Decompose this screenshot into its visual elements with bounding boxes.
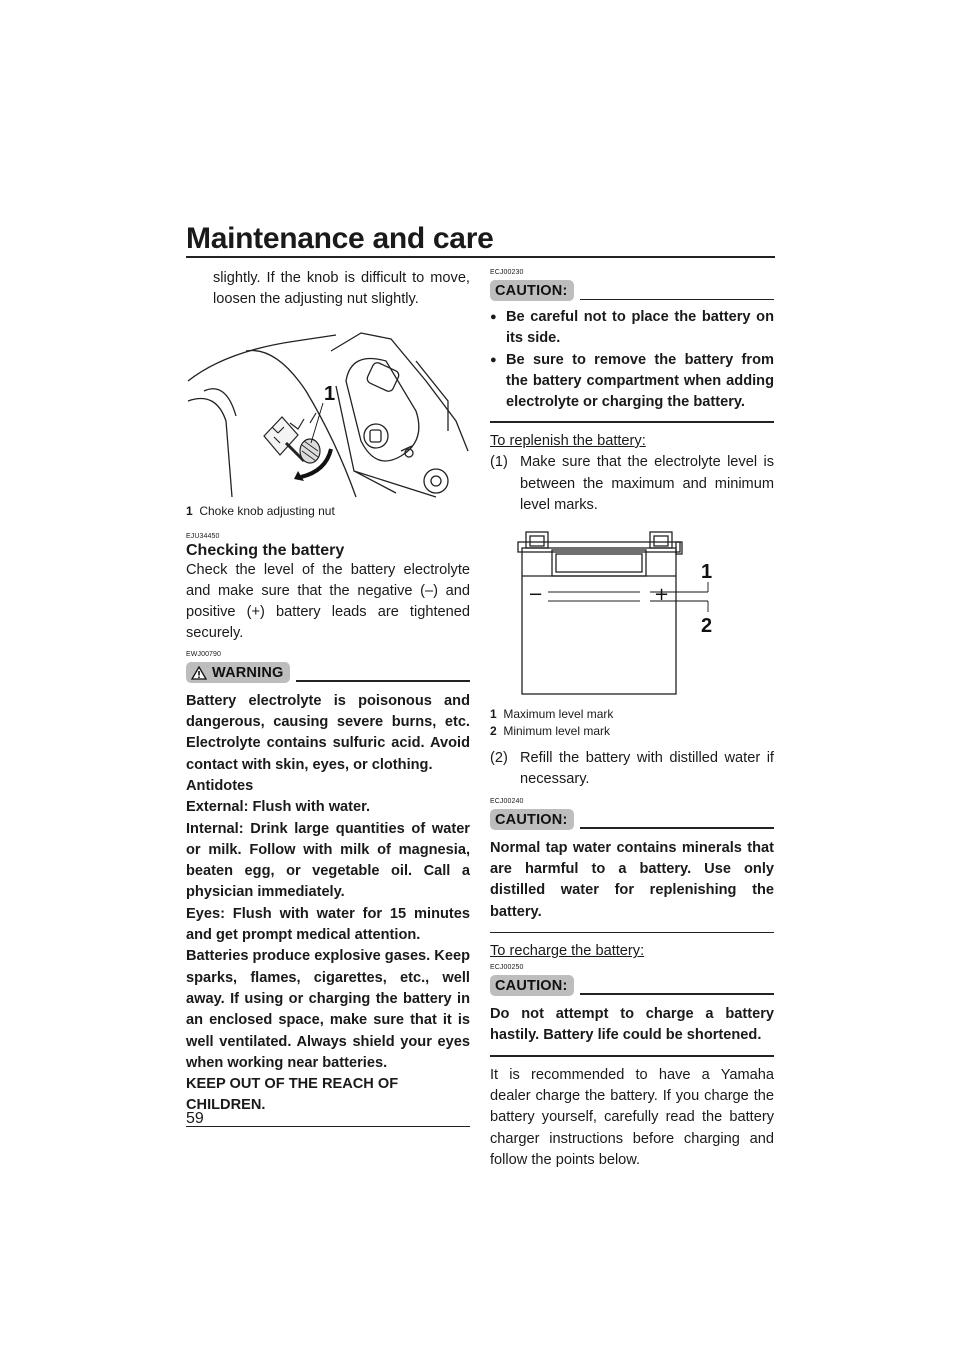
caution3-text: Do not attempt to charge a battery hastily. Battery life could be shortened. bbox=[490, 1005, 774, 1044]
figure1-caption-text: Choke knob adjusting nut bbox=[199, 503, 335, 518]
caution3-header bbox=[490, 975, 774, 996]
figure2-caption-1-text: Maximum level mark bbox=[503, 707, 614, 722]
warning-line: Batteries produce explosive gases. Keep sparks, flames, cigarettes, etc., well away. If using or charging the battery in an enclosed space, make sure that it is well ventilated. Always shield your eyes when working near batteries. bbox=[186, 948, 470, 1071]
warning-line: Eyes: Flush with water for 15 minutes and get prompt medical attention. bbox=[186, 905, 470, 944]
caution1-list bbox=[490, 307, 774, 413]
step-2-num: (2) bbox=[490, 750, 508, 767]
minus-sign: − bbox=[528, 584, 544, 606]
plus-sign: + bbox=[654, 584, 670, 606]
step-1-text: Make sure that the electrolyte level is between the maximum and minimum level marks. bbox=[520, 454, 774, 513]
page-number: 59 bbox=[186, 1110, 204, 1127]
figure2-callout-2: 2 bbox=[701, 615, 713, 638]
warning-label: WARNING bbox=[212, 664, 284, 681]
step-1-num: (1) bbox=[490, 454, 508, 471]
step-2-text: Refill the battery with distilled water if necessary. bbox=[520, 750, 774, 788]
figure2-callout-1: 1 bbox=[701, 561, 713, 584]
figure2-caption-1 bbox=[490, 706, 774, 723]
section-paragraph: Check the level of the battery electrolyte and make sure that the negative (–) and positive (+) battery leads are tightened securely. bbox=[186, 561, 470, 642]
warning-badge bbox=[186, 662, 290, 683]
figure2-caption-1-num: 1 bbox=[490, 707, 497, 722]
caution1-code: ECJ00230 bbox=[490, 269, 524, 276]
warning-line: External: Flush with water. bbox=[186, 799, 371, 816]
caution2-end-rule bbox=[490, 932, 774, 934]
battery-figure bbox=[490, 528, 774, 698]
closing-paragraph: It is recommended to have a Yamaha dealer charge the battery. If you charge the battery yourself, carefully read the battery charger instructions before charging and follow the points below. bbox=[490, 1066, 774, 1169]
caution3-badge: CAUTION: bbox=[490, 975, 574, 996]
figure1-caption-num: 1 bbox=[186, 503, 193, 518]
warning-end-rule bbox=[186, 1126, 470, 1128]
caution3-rule bbox=[580, 993, 774, 995]
caution1-bullet: ● Be careful not to place the battery on its side. bbox=[490, 307, 774, 350]
caution2-code: ECJ00240 bbox=[490, 797, 524, 805]
caution2-header bbox=[490, 809, 774, 830]
caution2-text: Normal tap water contains minerals that are harmful to a battery. Use only distilled water for replenishing the battery. bbox=[490, 839, 774, 920]
right-column bbox=[490, 268, 774, 1171]
figure1-callout: 1 bbox=[324, 382, 336, 405]
section-heading: Checking the battery bbox=[186, 541, 345, 559]
caution2-rule bbox=[580, 827, 774, 829]
warning-line: Internal: Drink large quantities of water or milk. Follow with milk of magnesia, beaten egg, or vegetable oil. Call a physician immediately. bbox=[186, 820, 470, 901]
caution1-badge: CAUTION: bbox=[490, 280, 574, 301]
step-2 bbox=[490, 748, 774, 791]
warning-rule bbox=[296, 680, 470, 682]
warning-line: Battery electrolyte is poisonous and dangerous, causing severe burns, etc. Electrolyte contains sulfuric acid. Avoid contact with skin, eyes, or clothing. bbox=[186, 692, 470, 773]
figure2-caption-2-num: 2 bbox=[490, 724, 497, 739]
figure1-caption bbox=[186, 503, 470, 520]
caution3-end-rule bbox=[490, 1055, 774, 1057]
caution2-badge: CAUTION: bbox=[490, 809, 574, 830]
caution3-code: ECJ00250 bbox=[490, 963, 524, 971]
battery-illustration bbox=[490, 528, 774, 698]
intro-paragraph: slightly. If the knob is difficult to move, loosen the adjusting nut slightly. bbox=[213, 270, 470, 308]
caution1-bullet: ● Be sure to remove the battery from the battery compartment when adding electrolyte or charging the battery. bbox=[490, 350, 774, 414]
choke-knob-figure bbox=[186, 321, 470, 499]
figure2-caption-2-text: Minimum level mark bbox=[503, 724, 611, 739]
section-code: EJU34450 bbox=[186, 532, 220, 540]
warning-triangle-icon bbox=[191, 666, 207, 680]
warning-code: EWJ00790 bbox=[186, 650, 222, 658]
step-1 bbox=[490, 452, 774, 516]
recharge-heading: To recharge the battery: bbox=[490, 943, 645, 960]
warning-header bbox=[186, 662, 470, 683]
page-title: Maintenance and care bbox=[186, 222, 494, 255]
header-rule bbox=[186, 256, 775, 258]
caution1-rule bbox=[580, 299, 774, 301]
warning-line: KEEP OUT OF THE REACH OF CHILDREN. bbox=[186, 1076, 399, 1114]
warning-body bbox=[186, 691, 470, 1117]
figure2-caption-2 bbox=[490, 723, 774, 740]
choke-knob-illustration bbox=[186, 321, 470, 499]
warning-line: Antidotes bbox=[186, 777, 254, 794]
replenish-heading: To replenish the battery: bbox=[490, 432, 646, 449]
caution1-header bbox=[490, 280, 774, 301]
left-column bbox=[186, 268, 470, 1127]
caution1-end-rule bbox=[490, 421, 774, 423]
